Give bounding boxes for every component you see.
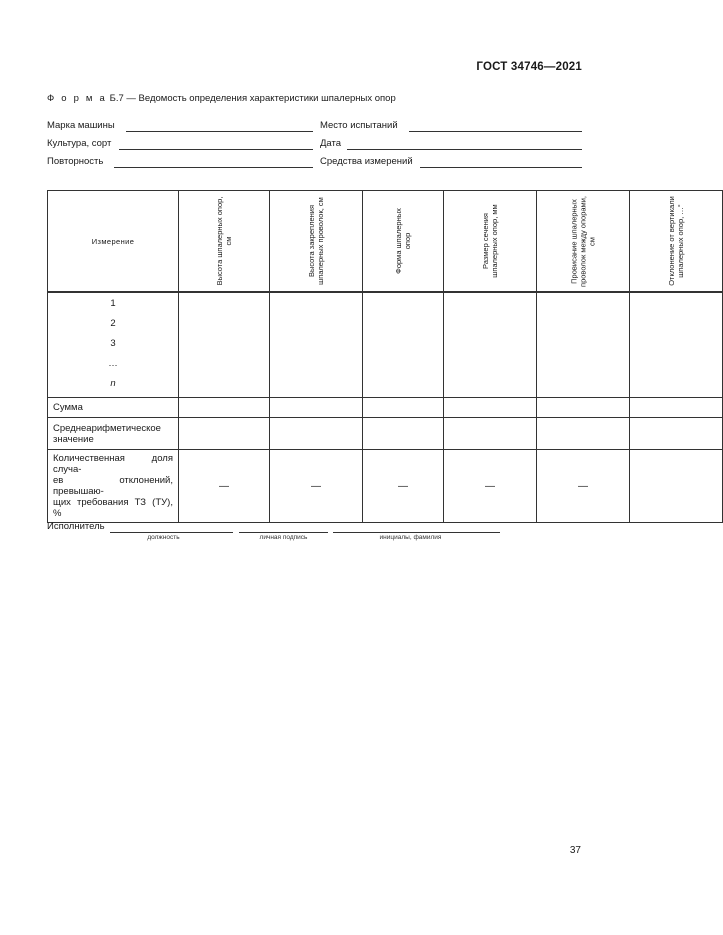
table-row-share [48,450,723,523]
table-row-sum [48,398,723,418]
dash-cell: — [179,450,270,523]
field-line-instruments[interactable] [420,167,582,168]
row-label-share [48,450,179,523]
dash-cell: — [537,450,630,523]
page-number: 37 [569,845,581,856]
field-label-test-site: Место испытаний [320,120,398,131]
dash-cell: — [270,450,363,523]
table-row-mean [48,418,723,450]
position-line[interactable] [110,532,233,533]
header-support-shape: Форма шпалерных опор [363,191,444,293]
data-cell[interactable] [363,398,444,418]
data-cell[interactable] [630,398,723,418]
field-label-instruments: Средства измерений [320,156,413,167]
row-label-share-line1: Количественная доля случа- [53,453,173,475]
measurement-1: 1 [110,298,116,309]
data-cell[interactable] [270,418,363,450]
document-code: ГОСТ 34746—2021 [476,61,582,73]
table-row [48,292,723,398]
row-label-mean: Среднеарифметическое значение [48,418,179,450]
data-cell[interactable] [630,418,723,450]
data-cell[interactable] [537,292,630,398]
table-header-row [48,191,723,293]
form-prefix: Ф о р м а [47,93,107,104]
data-cell[interactable] [537,418,630,450]
data-cell[interactable] [270,398,363,418]
header-wire-sag: Провисание шпалерных проволок между опорами, см [537,191,630,293]
data-cell[interactable] [537,398,630,418]
field-label-date: Дата [320,138,342,149]
field-line-date[interactable] [347,149,582,150]
form-title [47,93,396,104]
field-line-test-site[interactable] [409,131,582,132]
measurement-n: n [110,378,116,389]
field-line-machine[interactable] [126,131,313,132]
dash-cell: — [444,450,537,523]
field-label-crop: Культура, сорт [47,138,112,149]
data-cell[interactable] [179,418,270,450]
field-row-2 [47,138,582,152]
data-cell[interactable] [270,292,363,398]
field-label-repeat: Повторность [47,156,104,167]
data-cell[interactable] [363,292,444,398]
initials-line[interactable] [333,532,500,533]
measurement-2: 2 [110,318,116,329]
position-caption: должность [147,534,180,541]
dash-cell: — [363,450,444,523]
field-row-3 [47,156,582,170]
header-section-size: Размер сечения шпалерных опор, мм [444,191,537,293]
signature-line[interactable] [239,532,328,533]
form-title-text: Б.7 — Ведомость определения характеристики шпалерных опор [109,93,396,104]
data-cell[interactable] [444,398,537,418]
data-cell[interactable] [630,450,723,523]
signature-caption: личная подпись [259,534,308,541]
header-support-height: Высота шпалерных опор, см [179,191,270,293]
header-measurement: Измерение [48,191,179,293]
measurement-ellipsis: … [108,358,118,369]
header-deviation: Отклонение от вертикали шпалерных опор, …° [630,191,723,293]
data-cell[interactable] [179,292,270,398]
row-label-share-line2: ев отклонений, превышаю- [53,475,173,497]
row-label-share-line3: щих требования ТЗ (ТУ), % [53,497,173,519]
row-label-sum: Сумма [48,398,179,418]
field-row-1 [47,120,582,134]
data-cell[interactable] [444,292,537,398]
header-wire-height: Высота закрепления шпалерных проволок, см [270,191,363,293]
measurement-numbers-cell [48,292,179,398]
measurement-3: 3 [110,338,116,349]
data-cell[interactable] [630,292,723,398]
data-cell[interactable] [363,418,444,450]
field-line-repeat[interactable] [114,167,313,168]
measurement-table [47,190,723,523]
initials-caption: инициалы, фамилия [379,534,442,541]
field-line-crop[interactable] [119,149,313,150]
data-cell[interactable] [179,398,270,418]
executor-label: Исполнитель [47,521,105,532]
data-cell[interactable] [444,418,537,450]
field-label-machine: Марка машины [47,120,115,131]
